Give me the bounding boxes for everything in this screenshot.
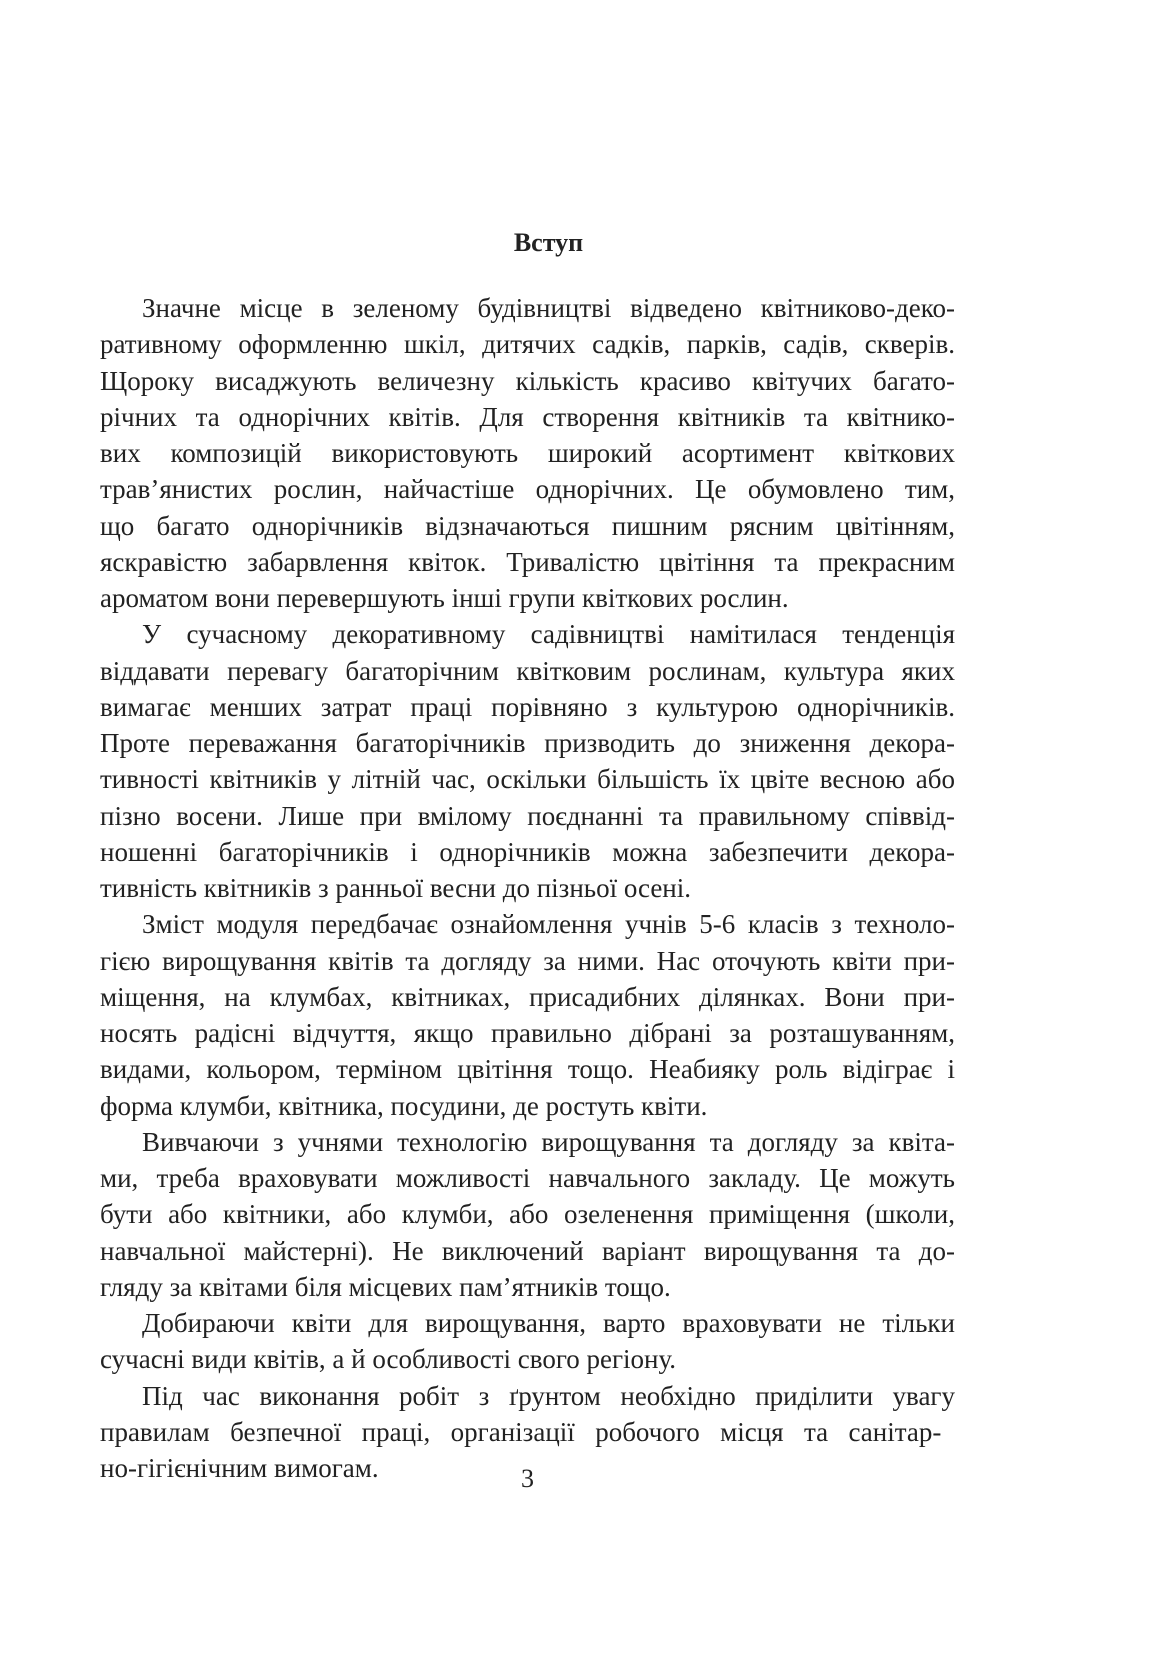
text-line: вимагає менших затрат праці порівняно з культурою однорічників. — [100, 691, 955, 722]
text-line: міщення, на клумбах, квітниках, присадибних ділянках. Вони при- — [100, 981, 955, 1012]
text-line: носять радісні відчуття, якщо правильно дібрані за розташуванням, — [100, 1018, 955, 1048]
text-line: Значне місце в зеленому будівництві відведено квітниково-деко- — [142, 293, 955, 323]
text-line: тивності квітників у літній час, оскільки більшість їх цвіте весною або — [100, 764, 955, 795]
text-line: Вивчаючи з учнями технологію вирощування та догляду за квіта- — [142, 1126, 955, 1157]
text-line: навчальної майстерні). Не виключений варіант вирощування та до- — [100, 1235, 955, 1266]
text-line: Зміст модуля передбачає ознайомлення учнів 5-6 класів з техноло- — [142, 909, 955, 940]
text-line: У сучасному декоративному садівництві намітилася тенденція — [142, 619, 955, 650]
text-line: гляду за квітами біля місцевих пам’ятників тощо. — [100, 1271, 671, 1302]
text-line: Добираючи квіти для вирощування, варто враховувати не тільки — [142, 1308, 955, 1338]
text-line: ароматом вони перевершують інші групи квіткових рослин. — [100, 583, 789, 613]
page-number: 3 — [521, 1464, 534, 1493]
text-line: річних та однорічних квітів. Для створення квітників та квітнико- — [100, 401, 955, 432]
text-line: пізно восени. Лише при вмілому поєднанні та правильному співвід- — [100, 800, 955, 831]
text-line: форма клумби, квітника, посудини, де ростуть квіти. — [100, 1090, 708, 1121]
text-line: вих композицій використовують широкий асортимент квіткових — [100, 438, 955, 468]
text-line: яскравістю забарвлення квіток. Тривалістю цвітіння та прекрасним — [100, 546, 955, 577]
text-line: що багато однорічників відзначаються пишним рясним цвітінням, — [100, 510, 955, 541]
text-line: сучасні види квітів, а й особливості свого регіону. — [100, 1344, 677, 1375]
text-line: Щороку висаджують величезну кількість красиво квітучих багато- — [100, 365, 955, 396]
text-line: гією вирощування квітів та догляду за ними. Нас оточують квіти при- — [100, 945, 955, 976]
text-line: видами, кольором, терміном цвітіння тощо. Неабияку роль відіграє і — [100, 1054, 955, 1085]
text-line: бути або квітники, або клумби, або озеленення приміщення (школи, — [100, 1199, 955, 1230]
text-line: но-гігієнічним вимогам. — [100, 1453, 379, 1483]
text-line: тивність квітників з ранньої весни до пізньої осені. — [100, 873, 692, 903]
text-line: ративному оформленню шкіл, дитячих садків, парків, садів, скверів. — [100, 329, 955, 360]
text-line: ми, треба враховувати можливості навчального закладу. Це можуть — [100, 1163, 955, 1193]
text-line: Проте переважання багаторічників призводить до зниження декора- — [100, 728, 955, 758]
text-line: ношенні багаторічників і однорічників можна забезпечити декора- — [100, 836, 955, 867]
text-line: правилам безпечної праці, організації робочого місця та санітар- — [100, 1416, 942, 1447]
text-line: Під час виконання робіт з ґрунтом необхідно приділити увагу — [142, 1380, 955, 1411]
section-heading: Вступ — [513, 228, 584, 257]
text-line: трав’янистих рослин, найчастіше однорічних. Це обумовлено тим, — [100, 474, 955, 505]
body-text — [100, 290, 955, 1486]
text-line: віддавати перевагу багаторічним квітковим рослинам, культура яких — [100, 655, 955, 686]
